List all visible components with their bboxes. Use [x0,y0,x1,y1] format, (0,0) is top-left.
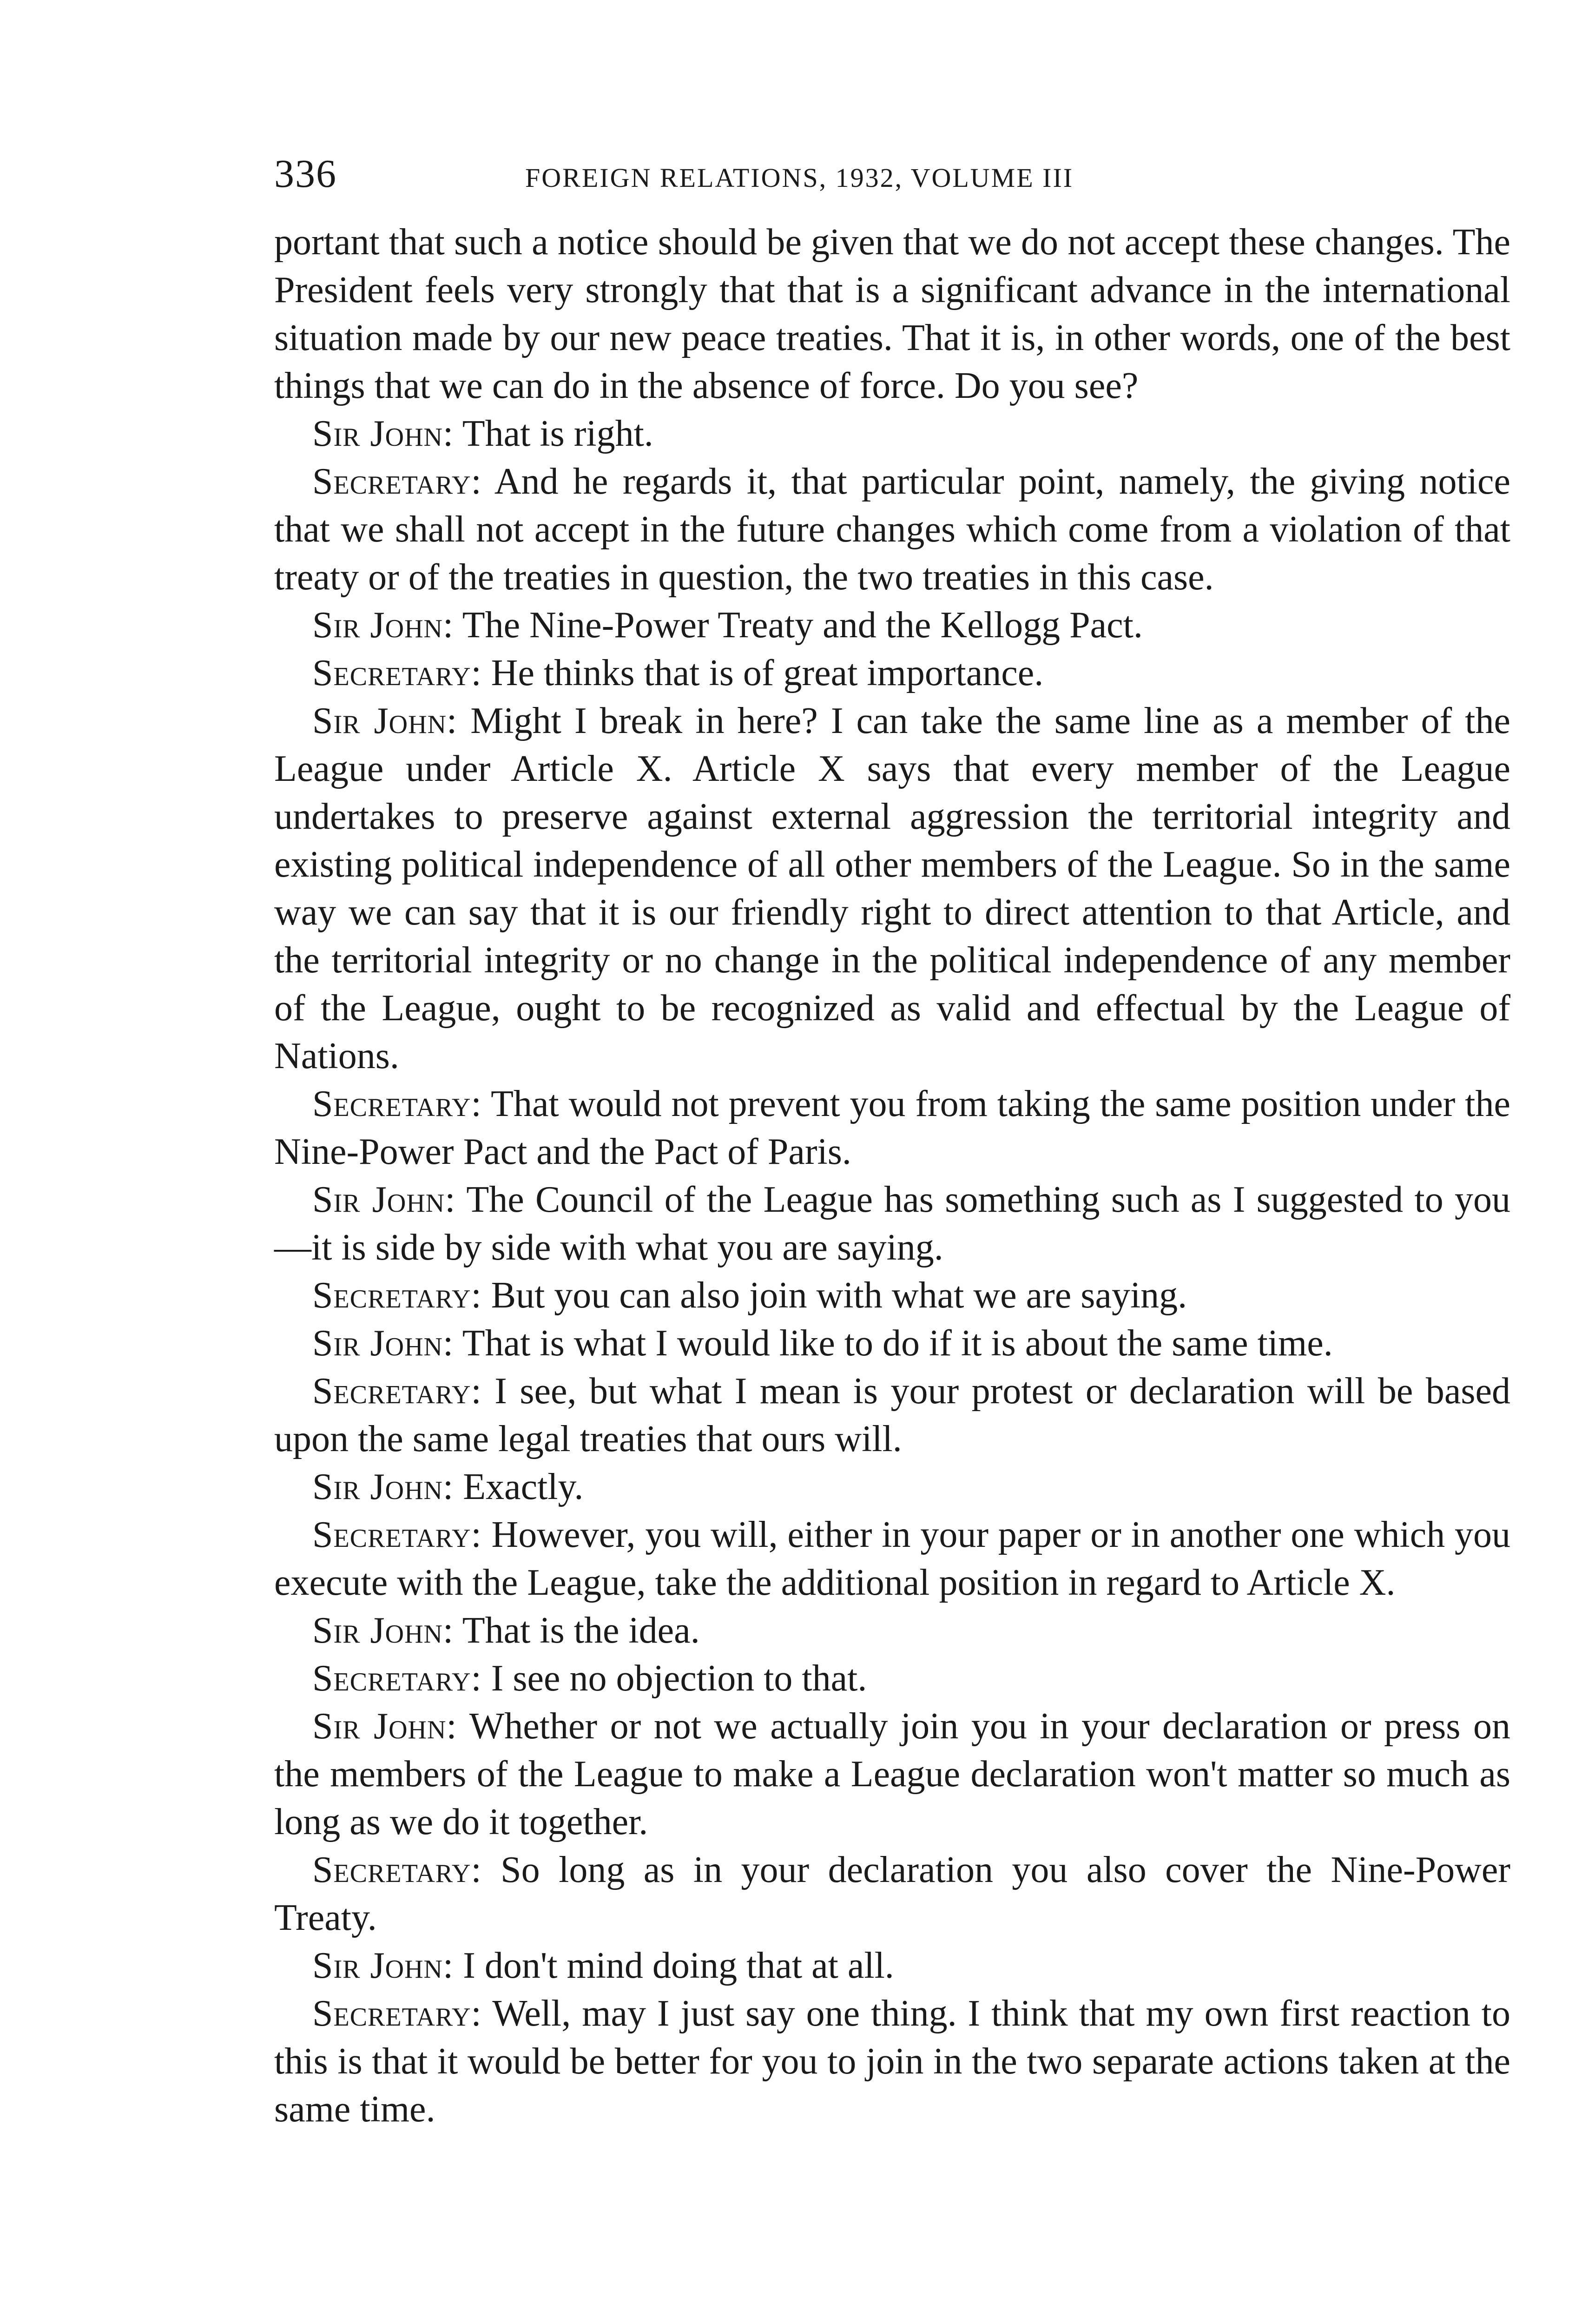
paragraph [274,1176,1510,1272]
speaker-label: Sir John: [312,1323,454,1364]
speaker-label: Secretary: [312,1658,482,1699]
speaker-label: Secretary: [312,1083,482,1124]
paragraph [274,458,1510,601]
speaker-label: Sir John: [312,1706,457,1747]
speaker-label: Secretary: [312,461,482,502]
paragraph [274,218,1510,410]
speaker-label: Sir John: [312,1945,454,1986]
paragraph [274,697,1510,1080]
paragraph [274,1511,1510,1607]
paragraph [274,1080,1510,1176]
paragraph-text: The Nine-Power Treaty and the Kellogg Pact. [462,605,1143,646]
page-header [274,153,1510,218]
paragraph-text: Well, may I just say one thing. I think that my own first reaction to this is that it would be better for you to join in the two separate actions taken at the same time. [274,1993,1510,2130]
paragraph [274,649,1510,697]
page-number: 336 [274,151,337,196]
paragraph-text: But you can also join with what we are saying. [491,1275,1187,1316]
document-page [274,153,1510,2133]
paragraph-text: Exactly. [463,1466,584,1507]
paragraph-text: portant that such a notice should be given that we do not accept these changes. The President feels very strongly that that is a significant advance in the international situation made by our new peace treaties. That it is, in other words, one of the best things that we can do in the absence of force. Do you see? [274,222,1510,406]
speaker-label: Secretary: [312,1993,482,2034]
speaker-label: Sir John: [312,605,454,646]
speaker-label: Secretary: [312,1371,482,1412]
paragraph-text: I see no objection to that. [491,1658,867,1699]
body-text [274,218,1510,2133]
paragraph-text: That is the idea. [462,1610,700,1651]
paragraph-text: Whether or not we actually join you in your declaration or press on the members of the League to make a League declaration won't matter so much as long as we do it together. [274,1706,1510,1842]
paragraph [274,601,1510,649]
speaker-label: Sir John: [312,1466,454,1507]
speaker-label: Sir John: [312,1610,454,1651]
speaker-label: Secretary: [312,653,482,693]
speaker-label: Secretary: [312,1849,482,1890]
paragraph [274,1463,1510,1511]
paragraph-text: That is right. [462,413,653,454]
paragraph [274,410,1510,458]
paragraph-text: So long as in your declaration you also cover the Nine-Power Treaty. [274,1849,1511,1938]
paragraph [274,1655,1510,1703]
paragraph-text: And he regards it, that particular point, namely, the giving notice that we shall not accept in the future changes which come from a violation of that treaty or of the treaties in question, the two treaties in this case. [274,461,1510,598]
paragraph [274,1942,1510,1990]
paragraph [274,1272,1510,1320]
paragraph-text: That is what I would like to do if it is about the same time. [462,1323,1333,1364]
paragraph [274,1320,1510,1367]
running-head: FOREIGN RELATIONS, 1932, VOLUME III [525,163,1074,193]
speaker-label: Secretary: [312,1514,482,1555]
speaker-label: Sir John: [312,700,458,741]
paragraph-text: However, you will, either in your paper or in another one which you execute with the League, take the additional position in regard to Article X. [274,1514,1511,1603]
paragraph-text: The Council of the League has something such as I suggested to you—it is side by side with what you are saying. [274,1179,1510,1268]
paragraph-text: I don't mind doing that at all. [463,1945,894,1986]
paragraph [274,1846,1510,1942]
paragraph-text: That would not prevent you from taking the same position under the Nine-Power Pact and the Pact of Paris. [274,1083,1510,1172]
speaker-label: Sir John: [312,1179,456,1220]
speaker-label: Sir John: [312,413,454,454]
paragraph-text: He thinks that is of great importance. [491,653,1044,693]
paragraph-text: Might I break in here? I can take the same line as a member of the League under Article X. Article X says that every member of the League undertakes to preserve against external aggression the territorial integrity and existing political independence of all other members of the League. So in the same way we can say that it is our friendly right to direct attention to that Article, and the territorial integrity or no change in the political independence of any member of the League, ought to be recognized as valid and effectual by the League of Nations. [274,700,1510,1076]
paragraph [274,1367,1510,1463]
speaker-label: Secretary: [312,1275,482,1316]
paragraph [274,1703,1510,1846]
paragraph-text: I see, but what I mean is your protest or declaration will be based upon the same legal treaties that ours will. [274,1371,1511,1459]
paragraph [274,1607,1510,1655]
paragraph [274,1990,1510,2133]
